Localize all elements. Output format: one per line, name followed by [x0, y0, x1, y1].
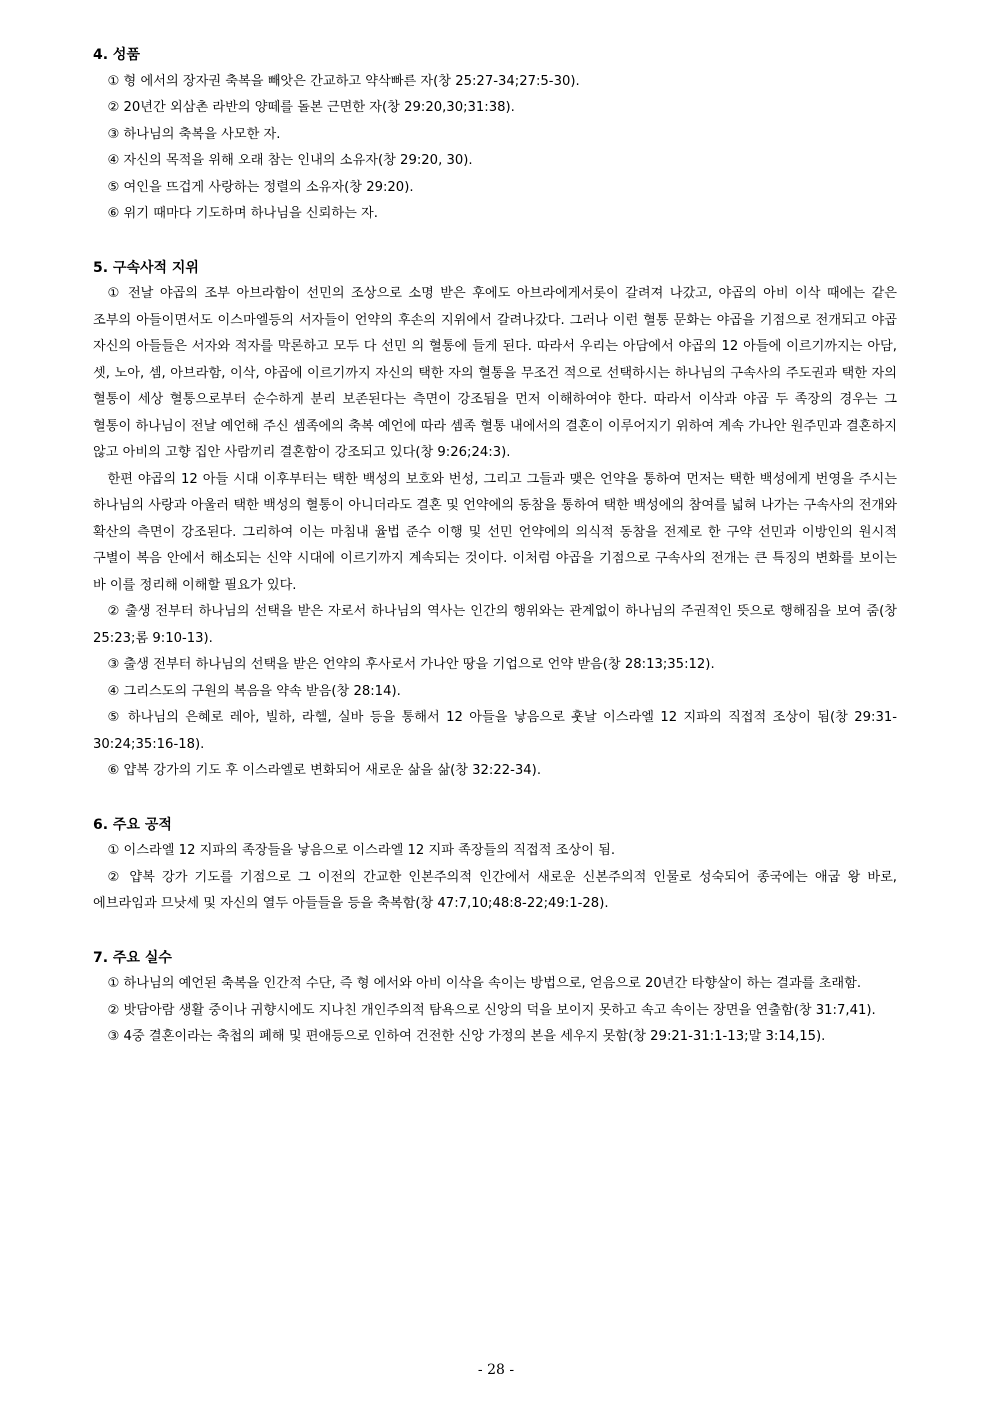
section-heading: 4. 성품 — [93, 47, 140, 63]
section-achievements — [93, 812, 897, 918]
section-character — [93, 42, 897, 228]
page-number: - 28 - — [477, 1362, 515, 1378]
paragraph: ① 형 에서의 장자권 축복을 빼앗은 간교하고 약삭빠른 자(창 25:27-34;27:5-30). — [107, 73, 580, 89]
document-body — [93, 42, 897, 1078]
paragraph: ④ 그리스도의 구원의 복음을 약속 받음(창 28:14). — [107, 683, 401, 699]
paragraph: ⑥ 얍복 강가의 기도 후 이스라엘로 변화되어 새로운 삶을 삶(창 32:22-34). — [107, 763, 542, 778]
paragraph: ① 이스라엘 12 지파의 족장들을 낳음으로 이스라엘 12 지파 족장들의 직접적 조상이 됨. — [107, 843, 616, 858]
paragraph: ② 밧담아람 생활 중이나 귀향시에도 지나친 개인주의적 탐욕으로 신앙의 덕을 보이지 못하고 속고 속이는 장면을 연출함(창 31:7,41). — [107, 1002, 876, 1018]
section-heading: 5. 구속사적 지위 — [93, 259, 199, 276]
section-heading: 6. 주요 공적 — [93, 816, 172, 833]
paragraph: ⑤ 여인을 뜨겁게 사랑하는 정렬의 소유자(창 29:20). — [107, 179, 414, 195]
section-mistakes — [93, 945, 897, 1051]
paragraph: ③ 4중 결혼이라는 축첩의 폐해 및 편애등으로 인하여 건전한 신앙 가정의 본을 세우지 못함(창 29:21-31:1-13;말 3:14,15). — [107, 1029, 826, 1044]
paragraph: ② 얍복 강가 기도를 기점으로 그 이전의 간교한 인본주의적 인간에서 새로운 신본주의적 인물로 성숙되어 종국에는 애굽 왕 바로, 에브라임과 므낫세 및 자신의 열두 아들들을 등을 축복함(창 47:7,10;48:8-22;49:1-28). — [93, 869, 897, 911]
paragraph: ⑤ 하나님의 은혜로 레아, 빌하, 라헬, 실바 등을 통해서 12 아들을 낳음으로 훗날 이스라엘 12 지파의 직접적 조상이 됨(창 29:31-30:24;35:16-18). — [93, 710, 897, 752]
paragraph: ① 하나님의 예언된 축복을 인간적 수단, 즉 형 에서와 아비 이삭을 속이는 방법으로, 얻음으로 20년간 타향살이 하는 결과를 초래함. — [107, 976, 862, 991]
section-redemptive-status — [93, 255, 897, 785]
paragraph: 한편 야곱의 12 아들 시대 이후부터는 택한 백성의 보호와 번성, 그리고 그들과 맺은 언약을 통하여 먼저는 택한 백성에게 번영을 주시는 하나님의 사랑과 아울러 택한 백성의 혈통이 아니더라도 결혼 및 언약에의 동참을 통하여 택한 백성에의 참여를 넓혀 나가는 구속사의 전개와 확산의 측면이 강조된다. 그리하여 이는 마침내 율법 준수 이행 및 선민 언약에의 의식적 동참을 전제로 한 구약 선민과 이방인의 원시적 구별이 복음 안에서 해소되는 신약 시대에 이르기까지 계속되는 것이다. 이처럼 야곱을 기점으로 구속사의 전개는 큰 특징의 변화를 보이는 바 이를 정리해 이해할 필요가 있다. — [93, 471, 897, 593]
paragraph: ③ 하나님의 축복을 사모한 자. — [107, 126, 281, 142]
paragraph: ① 전날 야곱의 조부 아브라함이 선민의 조상으로 소명 받은 후에도 아브라에게서롯이 갈려져 나갔고, 야곱의 아비 이삭 때에는 같은 조부의 아들이면서도 이스마엘등의 서자들이 언약의 후손의 지위에서 갈려나갔다. 그러나 이런 혈통 문화는 야곱을 기점으로 전개되고 야곱 자신의 아들들은 서자와 적자를 막론하고 모두 다 선민 의 혈통에 들게 된다. 따라서 우리는 아담에서 야곱의 12 아들에 이르기까지는 아담, 셋, 노아, 셈, 아브라함, 이삭, 야곱에 이르기까지 자신의 택한 자의 혈통을 무조건 적으로 선택하시는 하나님의 구속사의 주도권과 택한 자의 혈통이 세상 혈통으로부터 순수하게 분리 보존된다는 측면이 강조됨을 먼저 이해하여야 한다. 따라서 이삭과 야곱 두 족장의 경우는 그 혈통이 하나님이 전날 예언해 주신 셈족에의 축복 예언에 따라 셈족 혈통 내에서의 결혼이 이루어지기 위하여 계속 가나안 원주민과 결혼하지 않고 아비의 고향 집안 사람끼리 결혼함이 강조되고 있다(창 9:26;24:3). — [93, 286, 897, 460]
paragraph: ② 20년간 외삼촌 라반의 양떼를 돌본 근면한 자(창 29:20,30;31:38). — [107, 100, 515, 115]
paragraph: ② 출생 전부터 하나님의 선택을 받은 자로서 하나님의 역사는 인간의 행위와는 관계없이 하나님의 주권적인 뜻으로 행해짐을 보여 줌(창 25:23;롬 9:10-13). — [93, 604, 897, 646]
section-heading: 7. 주요 실수 — [93, 949, 172, 966]
paragraph: ⑥ 위기 때마다 기도하며 하나님을 신뢰하는 자. — [107, 206, 378, 221]
paragraph: ④ 자신의 목적을 위해 오래 참는 인내의 소유자(창 29:20, 30). — [107, 153, 473, 168]
paragraph: ③ 출생 전부터 하나님의 선택을 받은 언약의 후사로서 가나안 땅을 기업으로 언약 받음(창 28:13;35:12). — [107, 657, 715, 672]
